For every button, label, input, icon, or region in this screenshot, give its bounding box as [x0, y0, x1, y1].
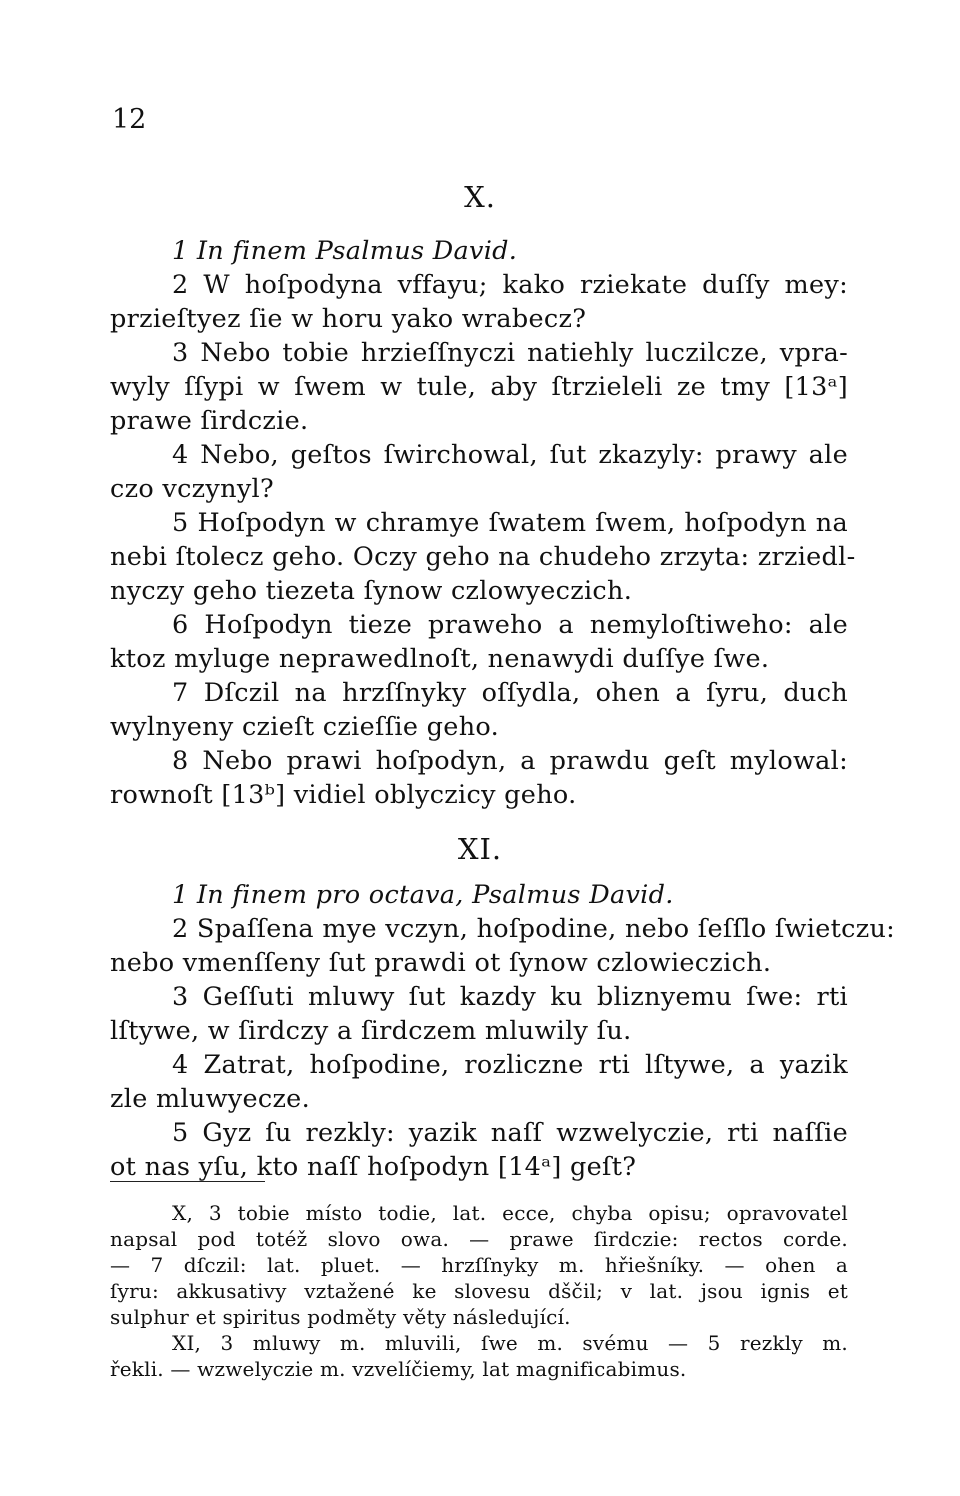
psalm-xi-heading: XI.: [457, 832, 503, 866]
footnote-line: sulphur et spiritus podměty věty následující.: [110, 1305, 571, 1329]
psalm-xi-line: 3 Geſſuti mluwy ſut kazdy ku bliznyemu ſwe: rti: [172, 982, 848, 1012]
psalm-x-line: nyczy geho tiezeta ſynow czlowyeczich.: [110, 576, 633, 606]
psalm-xi-line: 2 Spaſſena mye vczyn, hoſpodine, nebo ſeſſlo ſwietczu:: [172, 914, 896, 944]
psalm-x-line: 2 W hoſpodyna vffayu; kako rziekate duſſy mey:: [172, 270, 848, 300]
psalm-x-line: 3 Nebo tobie hrzieſſnyczi natiehly luczilcze, vpra-: [172, 338, 848, 368]
footnote-line: ſyru: akkusativy vztažené ke slovesu dščil; v lat. jsou ignis et: [110, 1279, 848, 1303]
psalm-xi-line: ot nas yſu, kto naſſ hoſpodyn [14ᵃ] geſt?: [110, 1152, 637, 1182]
psalm-xi-line: nebo vmenſſeny ſut prawdi ot ſynow czlowieczich.: [110, 948, 772, 978]
footnote-line: — 7 dſczil: lat. pluet. — hrzſſnyky m. hřiešníky. — ohen a: [110, 1253, 848, 1277]
page-number: 12: [112, 104, 147, 135]
psalm-x-line: wyly ſſypi w ſwem w tule, aby ſtrzieleli ze tmy [13ᵃ]: [110, 372, 848, 402]
psalm-x-heading: X.: [464, 180, 496, 214]
psalm-x-line: ktoz myluge neprawedlnoſt, nenawydi duſſye ſwe.: [110, 644, 770, 674]
psalm-x-line: nebi ſtolecz geho. Oczy geho na chudeho zrzyta: zrziedl-: [110, 542, 856, 572]
footnote-line: X, 3 tobie místo todie, lat. ecce, chyba opisu; opravovatel: [172, 1201, 848, 1225]
psalm-xi-line: lſtywe, w ſirdczy a ſirdczem mluwily ſu.: [110, 1016, 632, 1046]
footnote-line: XI, 3 mluwy m. mluvili, ſwe m. svému — 5 rezkly m.: [172, 1331, 848, 1355]
psalm-x-line: prawe ſirdczie.: [110, 406, 309, 436]
psalm-x-line: 8 Nebo prawi hoſpodyn, a prawdu geſt mylowal:: [172, 746, 848, 776]
psalm-x-line: wylnyeny czieſt czieſſie geho.: [110, 712, 500, 742]
psalm-x-line: 4 Nebo, geſtos ſwirchowal, ſut zkazyly: prawy ale: [172, 440, 848, 470]
psalm-xi-verse-1-title: 1 In finem pro octava, Psalmus David.: [172, 880, 674, 910]
psalm-x-verse-1-title: 1 In finem Psalmus David.: [172, 236, 518, 266]
psalm-x-line: rownoſt [13ᵇ] vidiel oblyczicy geho.: [110, 780, 577, 810]
footnote-line: napsal pod totéž slovo owa. — prawe ſirdczie: rectos corde.: [110, 1227, 848, 1251]
psalm-xi-line: 4 Zatrat, hoſpodine, rozliczne rti lſtywe, a yazik: [172, 1050, 848, 1080]
psalm-x-line: przieſtyez ſie w horu yako wrabecz?: [110, 304, 587, 334]
psalm-x-line: 7 Dſczil na hrzſſnyky oſſydla, ohen a ſyru, duch: [172, 678, 848, 708]
footnote-rule: [110, 1181, 265, 1182]
psalm-xi-line: zle mluwyecze.: [110, 1084, 310, 1114]
psalm-xi-line: 5 Gyz ſu rezkly: yazik naſſ wzwelyczie, rti naſſie: [172, 1118, 848, 1148]
psalm-x-line: 5 Hoſpodyn w chramye ſwatem ſwem, hoſpodyn na: [172, 508, 848, 538]
psalm-x-line: czo vczynyl?: [110, 474, 274, 504]
psalm-x-line: 6 Hoſpodyn tieze praweho a nemyloſtiweho: ale: [172, 610, 848, 640]
footnote-line: řekli. — wzwelyczie m. vzvelíčiemy, lat magnificabimus.: [110, 1357, 687, 1381]
